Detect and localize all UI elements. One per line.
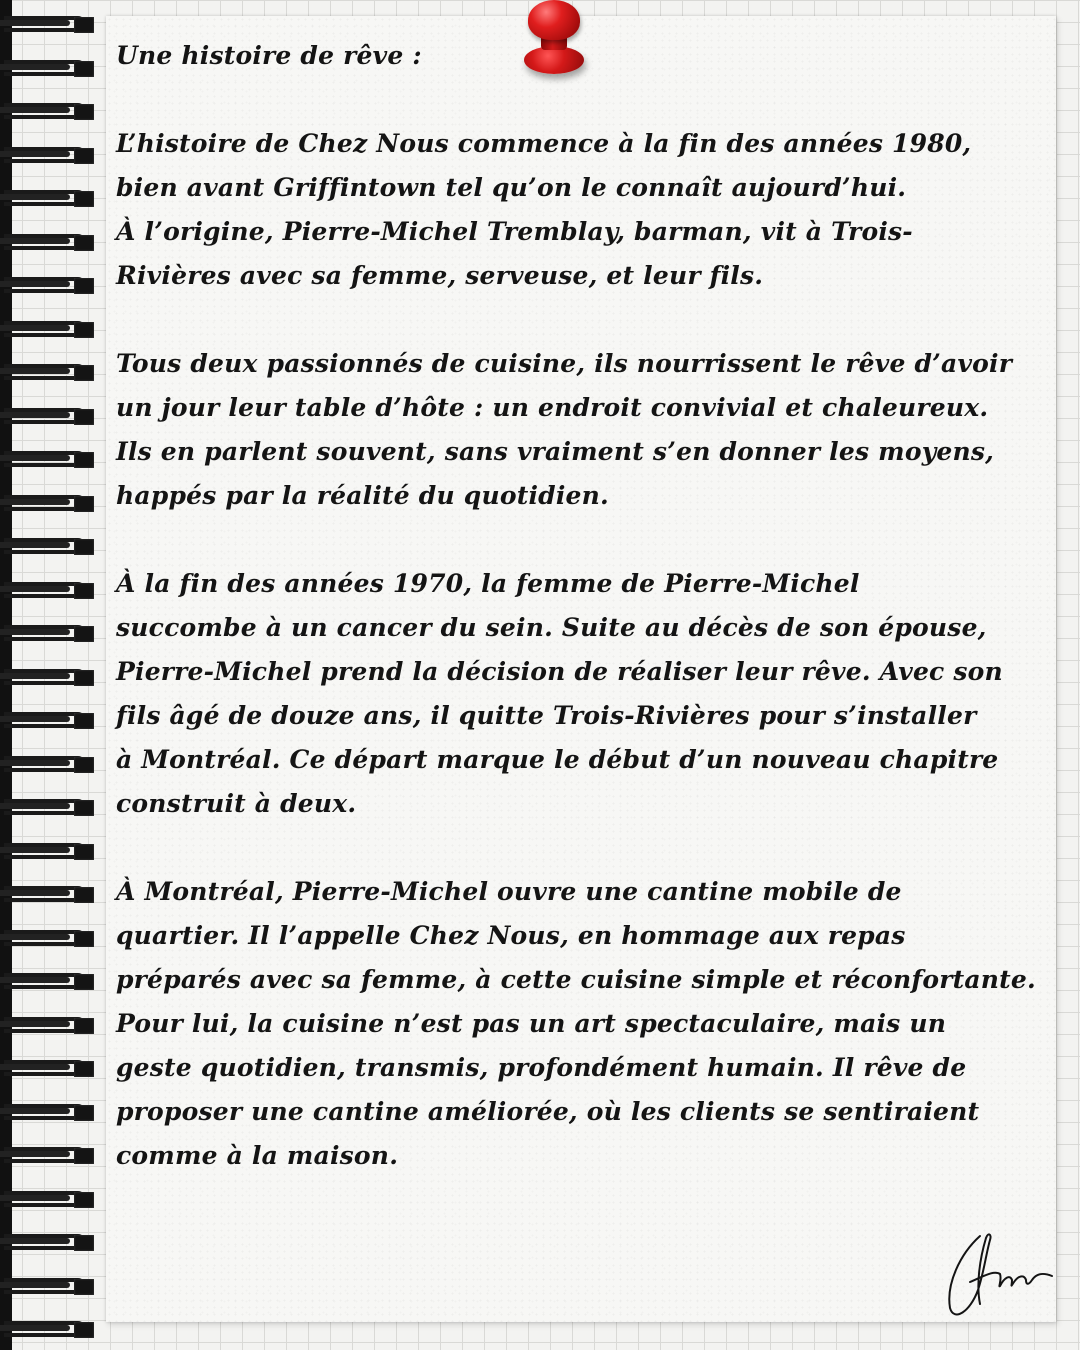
spiral-ring <box>0 275 94 297</box>
spiral-ring <box>0 14 94 36</box>
paragraph-2-line-1: Tous deux passionnés de cuisine, ils nourrissent le rêve d’avoir <box>116 349 1013 378</box>
paragraph-3-line-4: fils âgé de douze ans, il quitte Trois-Rivières pour s’installer <box>116 701 977 730</box>
paragraph-4-line-3: préparés avec sa femme, à cette cuisine simple et réconfortante. <box>116 965 1036 994</box>
paragraph-3-line-2: succombe à un cancer du sein. Suite au décès de son épouse, <box>116 613 987 642</box>
spiral-ring <box>0 667 94 689</box>
paragraph-2-line-2: un jour leur table d’hôte : un endroit convivial et chaleureux. <box>116 393 989 422</box>
paragraph-1-line-1: L’histoire de Chez Nous commence à la fin des années 1980, <box>116 129 972 158</box>
paragraph-2-line-4: happés par la réalité du quotidien. <box>116 481 609 510</box>
spiral-ring <box>0 1232 94 1254</box>
paragraph-3-line-3: Pierre-Michel prend la décision de réaliser leur rêve. Avec son <box>116 657 1003 686</box>
paragraph-1-line-2: bien avant Griffintown tel qu’on le connaît aujourd’hui. <box>116 173 907 202</box>
paragraph-4-line-7: comme à la maison. <box>116 1141 399 1170</box>
spiral-ring <box>0 580 94 602</box>
spiral-ring <box>0 319 94 341</box>
spiral-ring <box>0 536 94 558</box>
spiral-ring <box>0 841 94 863</box>
spiral-ring <box>0 928 94 950</box>
spiral-binding <box>0 0 100 1350</box>
spiral-ring <box>0 884 94 906</box>
note-text <box>116 34 1046 1178</box>
spiral-ring <box>0 101 94 123</box>
spiral-ring <box>0 58 94 80</box>
note-title: Une histoire de rêve : <box>116 41 422 70</box>
spiral-ring <box>0 362 94 384</box>
spiral-ring <box>0 188 94 210</box>
spiral-ring <box>0 1319 94 1341</box>
spiral-ring <box>0 710 94 732</box>
spiral-ring <box>0 406 94 428</box>
paragraph-2-line-3: Ils en parlent souvent, sans vraiment s’en donner les moyens, <box>116 437 995 466</box>
spiral-ring <box>0 1015 94 1037</box>
paragraph-1-line-4: Rivières avec sa femme, serveuse, et leur fils. <box>116 261 764 290</box>
spiral-ring <box>0 754 94 776</box>
spiral-ring <box>0 1145 94 1167</box>
spiral-ring <box>0 1276 94 1298</box>
paragraph-4-line-2: quartier. Il l’appelle Chez Nous, en hommage aux repas <box>116 921 906 950</box>
paragraph-3-line-5: à Montréal. Ce départ marque le début d’un nouveau chapitre <box>116 745 999 774</box>
spiral-ring <box>0 1102 94 1124</box>
spiral-ring <box>0 971 94 993</box>
paragraph-4-line-5: geste quotidien, transmis, profondément humain. Il rêve de <box>116 1053 967 1082</box>
paragraph-1-line-3: À l’origine, Pierre-Michel Tremblay, barman, vit à Trois- <box>116 217 913 246</box>
spiral-ring <box>0 449 94 471</box>
spiral-ring <box>0 145 94 167</box>
paragraph-4-line-1: À Montréal, Pierre-Michel ouvre une cantine mobile de <box>116 877 902 906</box>
signature-mark <box>940 1224 1060 1324</box>
paragraph-3-line-1: À la fin des années 1970, la femme de Pierre-Michel <box>116 569 860 598</box>
paragraph-4-line-6: proposer une cantine améliorée, où les clients se sentiraient <box>116 1097 980 1126</box>
spiral-ring <box>0 493 94 515</box>
spiral-ring <box>0 1189 94 1211</box>
spiral-ring <box>0 232 94 254</box>
spiral-ring <box>0 797 94 819</box>
spiral-ring <box>0 623 94 645</box>
paragraph-3-line-6: construit à deux. <box>116 789 357 818</box>
spiral-ring <box>0 1058 94 1080</box>
paragraph-4-line-4: Pour lui, la cuisine n’est pas un art spectaculaire, mais un <box>116 1009 947 1038</box>
